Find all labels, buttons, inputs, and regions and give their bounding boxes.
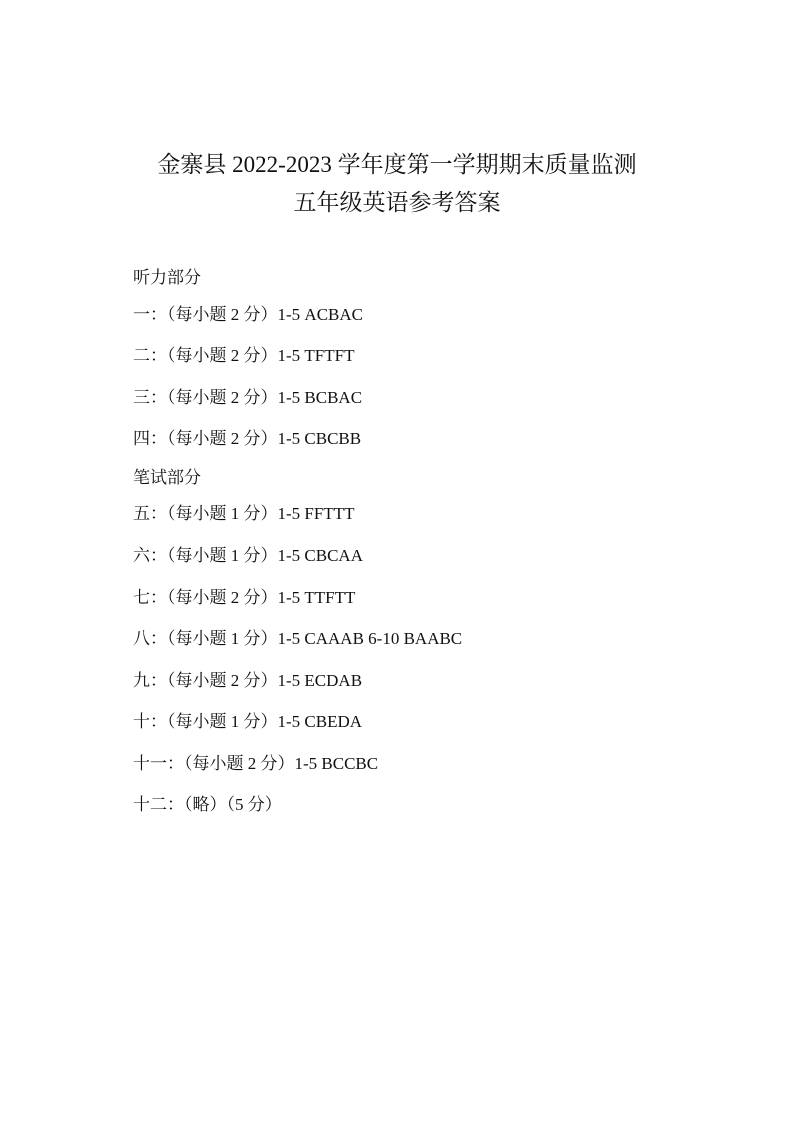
answer-line-3: 三：（每小题 2 分）1-5 BCBAC: [133, 388, 363, 407]
answer-line-1: 一：（每小题 2 分）1-5 ACBAC: [133, 305, 363, 324]
answer-line-12: 十二：（略）（5 分）: [133, 795, 282, 814]
answer-line-8: 八：（每小题 1 分）1-5 CAAAB 6-10 BAABC: [133, 629, 463, 648]
title-line-subject: 五年级英语参考答案: [293, 190, 501, 215]
document-title: [0, 146, 794, 222]
section-heading-writing: 笔试部分: [133, 468, 201, 487]
title-line-exam: 金寨县 2022-2023 学年度第一学期期末质量监测: [157, 152, 637, 177]
answer-line-7: 七：（每小题 2 分）1-5 TTFTT: [133, 588, 356, 607]
answer-line-6: 六：（每小题 1 分）1-5 CBCAA: [133, 546, 363, 565]
section-heading-listening: 听力部分: [133, 268, 201, 287]
answer-line-10: 十：（每小题 1 分）1-5 CBEDA: [133, 712, 363, 731]
answer-line-11: 十一：（每小题 2 分）1-5 BCCBC: [133, 754, 379, 773]
answer-line-5: 五：（每小题 1 分）1-5 FFTTT: [133, 504, 355, 523]
answer-line-2: 二：（每小题 2 分）1-5 TFTFT: [133, 346, 355, 365]
answer-line-9: 九：（每小题 2 分）1-5 ECDAB: [133, 671, 363, 690]
answer-line-4: 四：（每小题 2 分）1-5 CBCBB: [133, 429, 362, 448]
